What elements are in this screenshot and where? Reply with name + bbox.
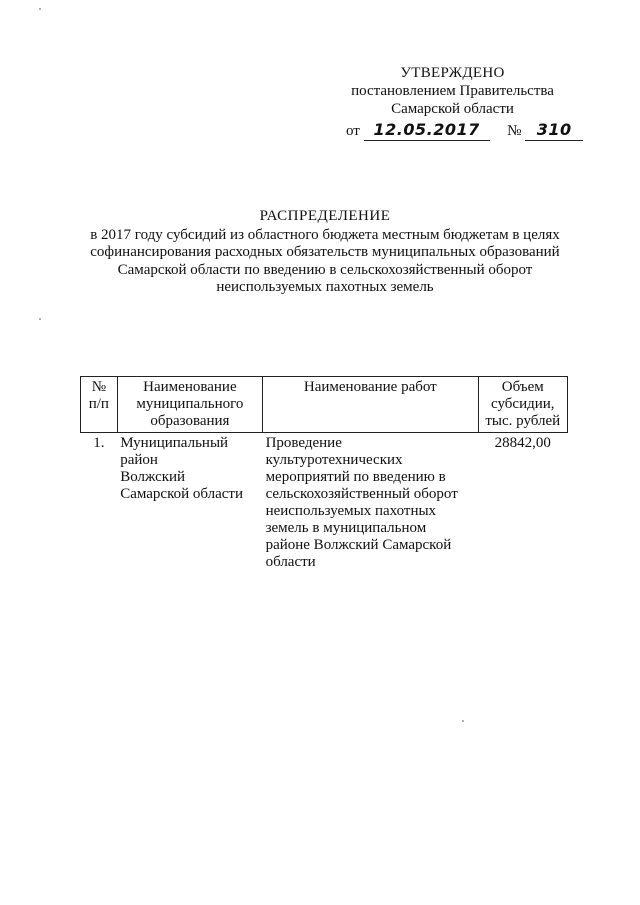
approval-heading: УТВЕРЖДЕНО bbox=[400, 65, 505, 81]
header-number: № п/п bbox=[81, 377, 118, 433]
header-amount: Объем субсидии, тыс. рублей bbox=[478, 377, 567, 433]
row-municipality: Муниципальный район Волжский Самарской области bbox=[120, 435, 244, 502]
row-amount: 28842,00 bbox=[494, 435, 551, 451]
number-label: № bbox=[507, 123, 522, 139]
scan-speck bbox=[39, 318, 41, 320]
document-title bbox=[60, 208, 590, 297]
approval-line-2: Самарской области bbox=[391, 101, 514, 117]
scan-speck bbox=[39, 8, 41, 10]
table-header-row bbox=[81, 377, 568, 433]
header-municipality: Наименование муниципального образования bbox=[117, 377, 262, 433]
from-label: от bbox=[346, 123, 360, 139]
row-number: 1. bbox=[93, 435, 105, 451]
title-line-1: в 2017 году субсидий из областного бюджета местным бюджетам в целях bbox=[90, 226, 560, 243]
approval-line-1: постановлением Правительства bbox=[351, 83, 554, 99]
scan-speck bbox=[462, 720, 464, 722]
title-line-3: Самарской области по введению в сельскохозяйственный оборот bbox=[117, 261, 533, 278]
title-line-2: софинансирования расходных обязательств муниципальных образований bbox=[90, 244, 560, 260]
table-row bbox=[81, 433, 568, 574]
decree-reference bbox=[346, 120, 583, 141]
decree-number: 310 bbox=[525, 120, 583, 141]
title-line-4: неиспользуемых пахотных земель bbox=[216, 279, 434, 295]
distribution-table bbox=[80, 376, 568, 573]
decree-date: 12.05.2017 bbox=[364, 120, 490, 141]
header-work: Наименование работ bbox=[263, 377, 479, 433]
approval-stamp bbox=[330, 64, 575, 118]
row-work: Проведение культуротехнических мероприятий по введению в сельскохозяйственный оборот неиспользуемых пахотных земель в муниципальном районе Волжский Самарской области bbox=[265, 435, 458, 570]
title-heading: РАСПРЕДЕЛЕНИЕ bbox=[259, 208, 391, 224]
